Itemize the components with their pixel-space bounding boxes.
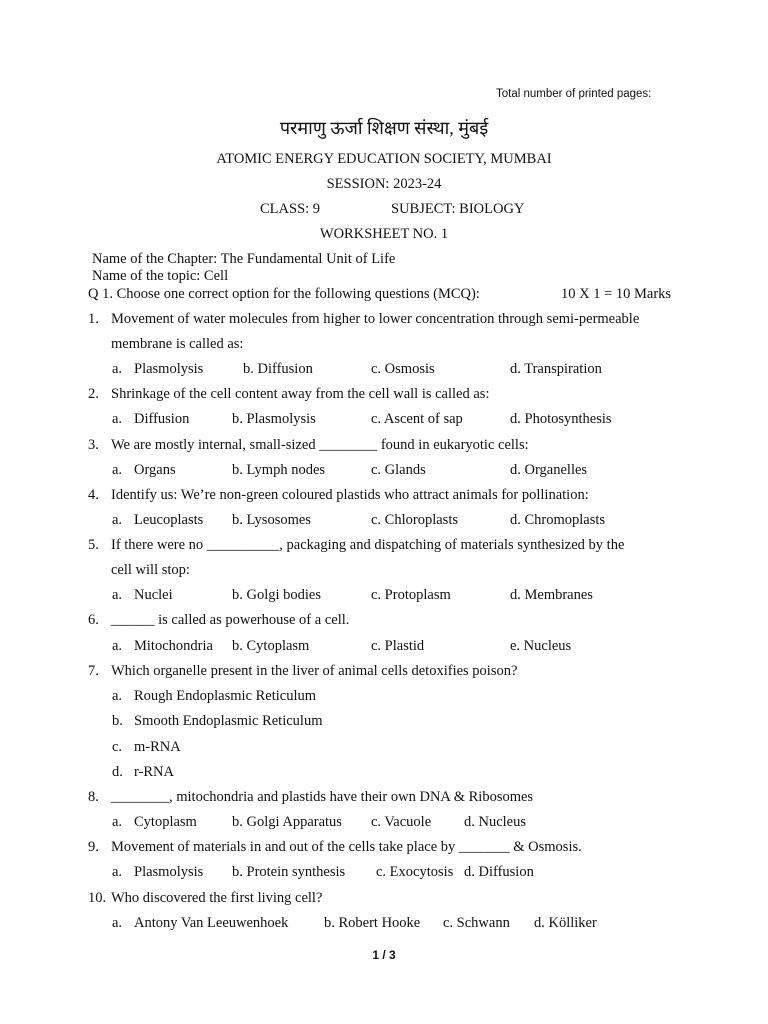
printed-pages-label: Total number of printed pages: [496, 88, 652, 100]
question-number: 3. [88, 437, 99, 453]
option-letter: a. [112, 915, 123, 931]
question-text: cell will stop: [111, 562, 190, 578]
option-text: b. Golgi bodies [232, 587, 322, 603]
option-text: e. Nucleus [510, 638, 572, 654]
option-text: c. Chloroplasts [371, 512, 458, 528]
class-label: CLASS: 9 [260, 201, 321, 217]
question-number: 9. [88, 839, 99, 855]
question-number: 4. [88, 487, 99, 503]
option-text: d. Membranes [510, 587, 593, 603]
option-text: c. Osmosis [371, 361, 435, 377]
question-number: 2. [88, 386, 99, 402]
question-number: 10. [88, 890, 107, 906]
session-label: SESSION: 2023-24 [326, 176, 442, 192]
option-text: Diffusion [134, 411, 190, 427]
question-text: ______ is called as powerhouse of a cell. [111, 612, 350, 628]
option-letter: b. [112, 713, 123, 729]
option-text: d. Kölliker [534, 915, 597, 931]
subject-label: SUBJECT: BIOLOGY [391, 201, 525, 217]
option-letter: a. [112, 864, 123, 880]
option-text: d. Transpiration [510, 361, 602, 377]
option-text: d. Diffusion [464, 864, 534, 880]
question-text: membrane is called as: [111, 336, 244, 352]
option-text: c. Glands [371, 462, 426, 478]
question-number: 5. [88, 537, 99, 553]
question-text: Identify us: We’re non-green coloured plastids who attract animals for pollination: [111, 487, 589, 503]
question-text: Shrinkage of the cell content away from the cell wall is called as: [111, 386, 490, 402]
option-letter: a. [112, 587, 123, 603]
option-text: d. Nucleus [464, 814, 527, 830]
question-text: ________, mitochondria and plastids have their own DNA & Ribosomes [111, 789, 534, 805]
question-text: We are mostly internal, small-sized ________ found in eukaryotic cells: [111, 437, 529, 453]
option-text: c. Exocytosis [376, 864, 454, 880]
question-number: 1. [88, 311, 99, 327]
option-text: b. Lymph nodes [232, 462, 326, 478]
question-text: If there were no __________, packaging and dispatching of materials synthesized by the [111, 537, 625, 553]
option-text: Antony Van Leeuwenhoek [134, 915, 289, 931]
question-text: Who discovered the first living cell? [111, 890, 323, 906]
option-letter: a. [112, 688, 123, 704]
option-text: Plasmolysis [134, 864, 204, 880]
question-number: 8. [88, 789, 99, 805]
option-text: Leucoplasts [134, 512, 204, 528]
option-text: Organs [134, 462, 176, 478]
question-text: Movement of water molecules from higher to lower concentration through semi-permeable [111, 311, 640, 327]
option-text: Cytoplasm [134, 814, 197, 830]
option-letter: a. [112, 411, 123, 427]
marks-label: 10 X 1 = 10 Marks [561, 286, 672, 302]
option-letter: a. [112, 361, 123, 377]
option-text: b. Diffusion [243, 361, 313, 377]
option-letter: c. [112, 739, 123, 755]
option-text: d. Organelles [510, 462, 588, 478]
option-text: Nuclei [134, 587, 173, 603]
page-number: 1 / 3 [372, 948, 396, 962]
option-text: c. Ascent of sap [371, 411, 463, 427]
option-letter: a. [112, 814, 123, 830]
option-text: c. Vacuole [371, 814, 432, 830]
option-text: m-RNA [134, 739, 181, 755]
option-text: Rough Endoplasmic Reticulum [134, 688, 317, 704]
topic-label: Name of the topic: Cell [92, 268, 229, 284]
option-text: c. Plastid [371, 638, 425, 654]
option-text: r-RNA [134, 764, 174, 780]
question-number: 6. [88, 612, 99, 628]
option-text: Mitochondria [134, 638, 213, 654]
option-text: d. Chromoplasts [510, 512, 606, 528]
option-text: b. Protein synthesis [232, 864, 346, 880]
option-letter: d. [112, 764, 123, 780]
option-text: b. Robert Hooke [324, 915, 421, 931]
option-letter: a. [112, 512, 123, 528]
chapter-label: Name of the Chapter: The Fundamental Unit of Life [92, 251, 396, 267]
option-text: b. Plasmolysis [232, 411, 316, 427]
question-number: 7. [88, 663, 99, 679]
option-text: c. Protoplasm [371, 587, 451, 603]
option-text: d. Photosynthesis [510, 411, 612, 427]
option-letter: a. [112, 462, 123, 478]
option-text: Smooth Endoplasmic Reticulum [134, 713, 323, 729]
option-text: b. Lysosomes [232, 512, 311, 528]
option-text: Plasmolysis [134, 361, 204, 377]
org-title: ATOMIC ENERGY EDUCATION SOCIETY, MUMBAI [216, 151, 552, 167]
question-text: Movement of materials in and out of the cells take place by _______ & Osmosis. [111, 839, 582, 855]
option-text: b. Golgi Apparatus [232, 814, 342, 830]
option-text: b. Cytoplasm [232, 638, 310, 654]
option-text: c. Schwann [443, 915, 510, 931]
question-text: Which organelle present in the liver of animal cells detoxifies poison? [111, 663, 518, 679]
worksheet-title: WORKSHEET NO. 1 [319, 226, 449, 242]
mcq-instruction: Q 1. Choose one correct option for the following questions (MCQ): [88, 286, 480, 302]
hindi-title: परमाणु ऊर्जा शिक्षण संस्था, मुंबई [279, 118, 489, 138]
option-letter: a. [112, 638, 123, 654]
